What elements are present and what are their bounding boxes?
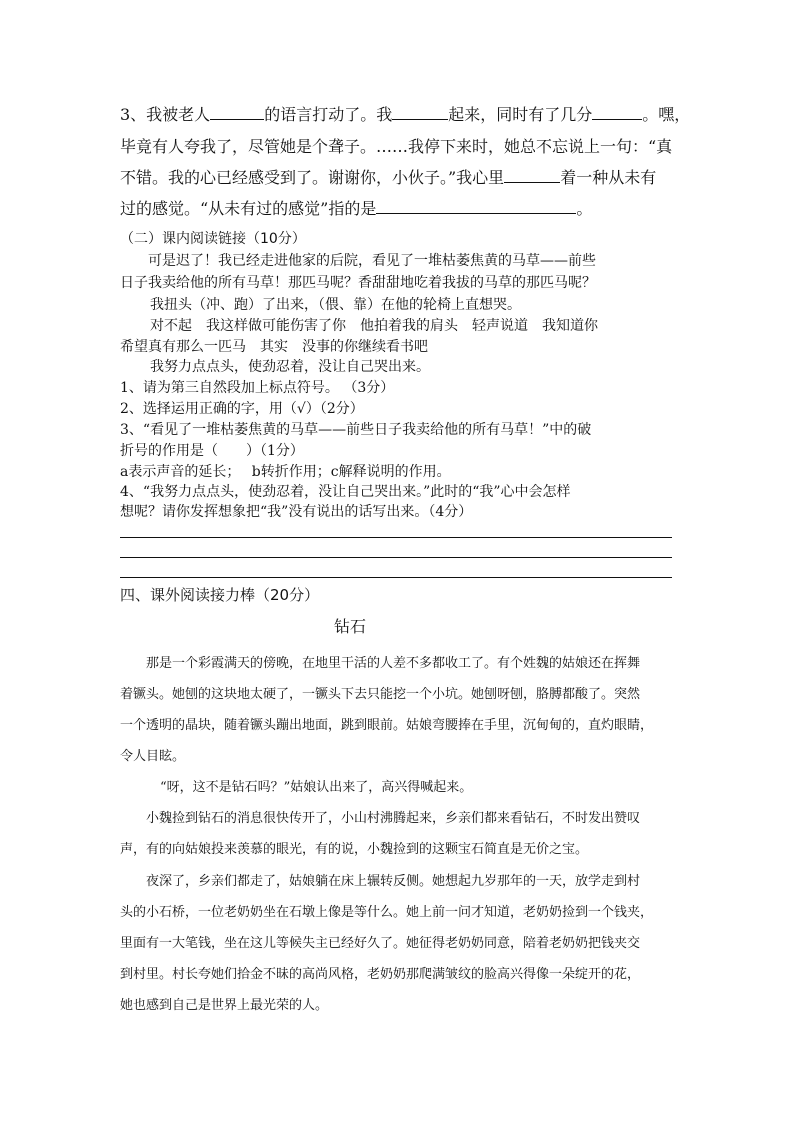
q3-text-h: 。 [576,199,593,218]
article-line-11: 到村里。村长夸她们拾金不昧的高尚风格，老奶奶那爬满皱纹的脸高兴得像一朵绽开的花， [120,967,641,982]
passage-line-2: 日子我卖给他的所有马草！那匹马呢？香甜甜地吃着我拔的马草的那匹马呢？ [120,275,596,291]
passage-line-6: 我努力点点头，使劲忍着，没让自己哭出来。 [150,359,430,375]
q3-text-c: 起来，同时有了几分 [448,105,593,124]
article-line-5: “呀，这不是钻石吗？”姑娘认出来了，高兴得喊起来。 [160,780,473,795]
section2-heading: （二）课内阅读链接（10分） [120,231,306,247]
passage-line-5: 希望真有那么一匹马 其实 没事的你继续看书吧 [120,339,428,355]
passage-line-3: 我扭头（冲、跑）了出来，（偎、靠）在他的轮椅上直想哭。 [150,297,521,313]
article-line-2: 着镢头。她刨的这块地太硬了，一镢头下去只能挖一个小坑。她刨呀刨，胳膊都酸了。突然 [120,687,641,702]
q3-blank-2[interactable] [392,104,448,120]
article-line-12: 她也感到自己是世界上最光荣的人。 [120,998,329,1013]
question-2: 2、选择运用正确的字，用（√）（2分） [120,401,364,417]
question-3-line-2: 折号的作用是（ ）（1分） [120,443,304,459]
q3-line-3 [120,165,680,188]
q3-text-d: 。嘿， [642,105,691,124]
section4-heading: 四、课外阅读接力棒（20分） [120,586,320,604]
q3-text-f: 着一种从未有 [560,168,657,187]
answer-line-3[interactable] [120,577,672,578]
q3-blank-3[interactable] [592,104,642,120]
question-4-line-2: 想呢？请你发挥想象把“我”没有说出的话写出来。（4分） [120,504,473,520]
article-line-8: 夜深了，乡亲们都走了，姑娘躺在床上辗转反侧。她想起九岁那年的一天，放学走到村 [146,874,641,889]
article-line-9: 头的小石桥，一位老奶奶坐在石墩上像是等什么。她上前一问才知道，老奶奶捡到一个钱夹， [120,905,654,920]
q3-line-2: 毕竟有人夸我了，尽管她是个聋子。……我停下来时，她总不忘说上一句：“真 [120,137,673,156]
article-line-4: 令人目眩。 [120,749,186,764]
q3-line-4 [120,196,680,219]
q3-blank-5[interactable] [376,198,576,214]
q3-text-a: 3、我被老人 [120,105,211,124]
question-3-line-1: 3、“看见了一堆枯萎焦黄的马草——前些日子我卖给他的所有马草！”中的破 [120,422,592,438]
q3-text-b: 的语言打动了。我 [264,105,393,124]
answer-line-2[interactable] [120,557,672,558]
question-1: 1、请为第三自然段加上标点符号。 （3分） [120,380,395,396]
question-3-options: a表示声音的延长； b转折作用；c解释说明的作用。 [120,464,451,480]
article-line-1: 那是一个彩霞满天的傍晚，在地里干活的人差不多都收工了。有个姓魏的姑娘还在挥舞 [146,656,641,671]
q3-line-1 [120,102,691,125]
article-line-3: 一个透明的晶块，随着镢头蹦出地面，跳到眼前。姑娘弯腰捧在手里，沉甸甸的，直灼眼睛， [120,718,654,733]
passage-line-4: 对不起 我这样做可能伤害了你 他拍着我的肩头 轻声说道 我知道你 [150,318,598,334]
q3-text-g: 过的感觉。“从未有过的感觉”指的是 [120,199,377,218]
article-line-6: 小魏捡到钻石的消息很快传开了，小山村沸腾起来，乡亲们都来看钻石，不时发出赞叹 [146,811,641,826]
article-title: 钻石 [333,617,366,636]
passage-line-1: 可是迟了！我已经走进他家的后院，看见了一堆枯萎焦黄的马草——前些 [148,253,596,269]
question-4-line-1: 4、“我努力点点头，使劲忍着，没让自己哭出来。”此时的“我”心中会怎样 [120,484,571,500]
article-line-7: 声，有的向姑娘投来羡慕的眼光，有的说，小魏捡到的这颗宝石简直是无价之宝。 [120,842,589,857]
q3-blank-4[interactable] [504,167,560,183]
q3-blank-1[interactable] [210,104,264,120]
q3-text-e: 不错。我的心已经感受到了。谢谢你，小伙子。”我心里 [120,168,505,187]
answer-line-1[interactable] [120,537,672,538]
article-line-10: 里面有一大笔钱，坐在这儿等候失主已经好久了。她征得老奶奶同意，陪着老奶奶把钱夹交 [120,936,641,951]
